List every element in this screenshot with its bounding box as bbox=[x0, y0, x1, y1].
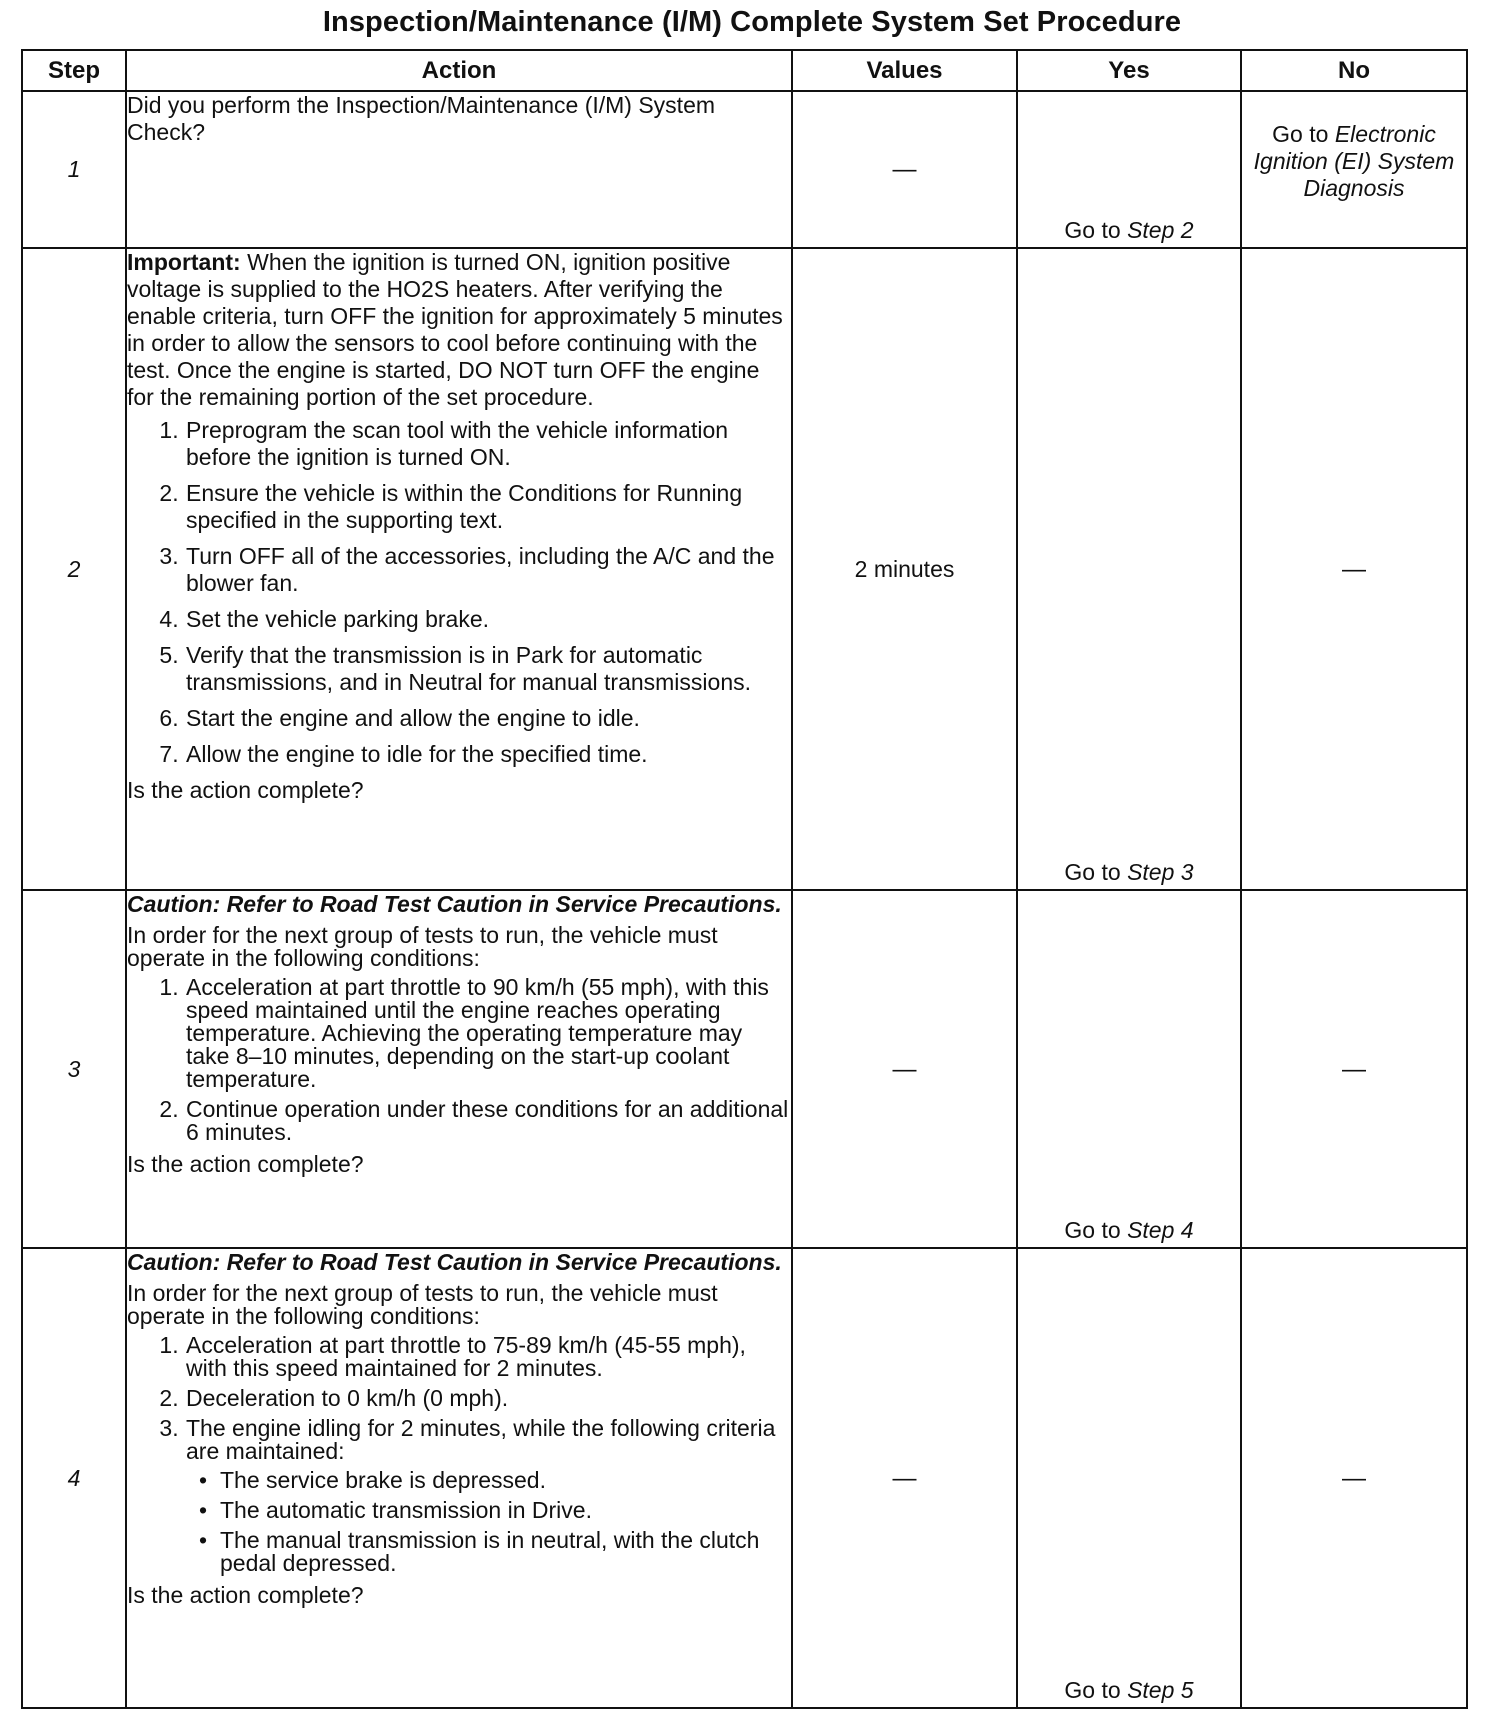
value-text: — bbox=[892, 1464, 917, 1492]
value-text: — bbox=[1342, 555, 1366, 583]
goto-prefix: Go to bbox=[1064, 217, 1121, 243]
list-item: 2. Ensure the vehicle is within the Conditions for Running specified in the supporting text. bbox=[185, 480, 791, 534]
action-question: Is the action complete? bbox=[127, 1151, 364, 1177]
action-cell bbox=[126, 890, 792, 1248]
no-cell bbox=[1241, 1248, 1467, 1708]
values-cell bbox=[792, 248, 1017, 890]
column-header-no: No bbox=[1241, 50, 1467, 91]
yes-goto[interactable] bbox=[1018, 1677, 1240, 1707]
list-item: 5. Verify that the transmission is in Park for automatic transmissions, and in Neutral for manual transmissions. bbox=[185, 642, 791, 696]
yes-goto[interactable] bbox=[1018, 217, 1240, 247]
list-item: 1. Preprogram the scan tool with the vehicle information before the ignition is turned ON. bbox=[185, 417, 791, 471]
goto-prefix: Go to bbox=[1064, 1217, 1121, 1243]
list-item bbox=[185, 1417, 791, 1575]
no-goto[interactable] bbox=[1242, 115, 1466, 224]
goto-prefix: Go to bbox=[1272, 121, 1329, 147]
no-cell bbox=[1241, 890, 1467, 1248]
action-steps-list bbox=[127, 417, 791, 768]
step-link[interactable]: Step 4 bbox=[1127, 1217, 1194, 1243]
criteria-bullet-list bbox=[186, 1469, 791, 1575]
page-title: Inspection/Maintenance (I/M) Complete System Set Procedure bbox=[322, 6, 1182, 38]
action-intro: In order for the next group of tests to run, the vehicle must operate in the following conditions: bbox=[127, 1280, 718, 1329]
bullet-item: • The manual transmission is in neutral, with the clutch pedal depressed. bbox=[219, 1529, 791, 1575]
step-number: 4 bbox=[22, 1248, 126, 1708]
step-link[interactable]: Step 5 bbox=[1127, 1677, 1194, 1703]
column-header-values: Values bbox=[792, 50, 1017, 91]
action-steps-list bbox=[127, 1334, 791, 1575]
values-cell bbox=[792, 890, 1017, 1248]
yes-goto[interactable] bbox=[1018, 859, 1240, 889]
yes-cell bbox=[1017, 890, 1241, 1248]
bullet-item: • The service brake is depressed. bbox=[219, 1469, 791, 1492]
table-row bbox=[22, 248, 1467, 890]
list-item: 1. Acceleration at part throttle to 90 km/h (55 mph), with this speed maintained until the engine reaches operating temperature. Achieving the operating temperature may take 8–10 minutes, depending on the start-up coolant temperature. bbox=[185, 976, 791, 1091]
list-item-text: The engine idling for 2 minutes, while the following criteria are maintained: bbox=[186, 1415, 776, 1464]
action-intro: In order for the next group of tests to run, the vehicle must operate in the following conditions: bbox=[127, 922, 718, 971]
value-text: — bbox=[892, 1055, 917, 1083]
yes-cell bbox=[1017, 248, 1241, 890]
action-text: Did you perform the Inspection/Maintenance (I/M) System Check? bbox=[127, 92, 716, 145]
column-header-step: Step bbox=[22, 50, 126, 91]
table-row bbox=[22, 91, 1467, 248]
header-row bbox=[22, 50, 1467, 91]
caution-note: Caution: Refer to Road Test Caution in Service Precautions. bbox=[127, 1249, 782, 1275]
action-cell bbox=[126, 91, 792, 248]
caution-note: Caution: Refer to Road Test Caution in Service Precautions. bbox=[127, 891, 782, 917]
goto-prefix: Go to bbox=[1064, 859, 1121, 885]
yes-cell bbox=[1017, 1248, 1241, 1708]
action-steps-list bbox=[127, 976, 791, 1144]
action-question: Is the action complete? bbox=[127, 777, 364, 803]
list-item: 2. Continue operation under these conditions for an additional 6 minutes. bbox=[185, 1098, 791, 1144]
list-item: 6. Start the engine and allow the engine to idle. bbox=[185, 705, 791, 732]
list-item: 1. Acceleration at part throttle to 75-89 km/h (45-55 mph), with this speed maintained for 2 minutes. bbox=[185, 1334, 791, 1380]
value-text: — bbox=[1342, 1464, 1366, 1492]
step-link[interactable]: Step 3 bbox=[1127, 859, 1194, 885]
no-cell bbox=[1241, 91, 1467, 248]
value-text: — bbox=[1342, 1055, 1366, 1083]
values-cell bbox=[792, 1248, 1017, 1708]
step-number: 1 bbox=[22, 91, 126, 248]
action-cell bbox=[126, 1248, 792, 1708]
diagnosis-link[interactable]: Electronic Ignition (EI) System Diagnosis bbox=[1253, 121, 1455, 201]
column-header-action: Action bbox=[126, 50, 792, 91]
step-number: 3 bbox=[22, 890, 126, 1248]
step-number: 2 bbox=[22, 248, 126, 890]
bullet-item: • The automatic transmission in Drive. bbox=[219, 1499, 791, 1522]
important-note bbox=[127, 249, 791, 411]
table-row bbox=[22, 1248, 1467, 1708]
no-cell bbox=[1241, 248, 1467, 890]
action-cell bbox=[126, 248, 792, 890]
list-item: 4. Set the vehicle parking brake. bbox=[185, 606, 791, 633]
step-link[interactable]: Step 2 bbox=[1127, 217, 1194, 243]
list-item: 3. Turn OFF all of the accessories, including the A/C and the blower fan. bbox=[185, 543, 791, 597]
goto-prefix: Go to bbox=[1064, 1677, 1121, 1703]
list-item: 2. Deceleration to 0 km/h (0 mph). bbox=[185, 1387, 791, 1410]
table-row bbox=[22, 890, 1467, 1248]
values-cell bbox=[792, 91, 1017, 248]
column-header-yes: Yes bbox=[1017, 50, 1241, 91]
value-text: 2 minutes bbox=[854, 555, 955, 582]
important-label: Important: bbox=[127, 249, 241, 275]
important-text: When the ignition is turned ON, ignition positive voltage is supplied to the HO2S heaters. After verifying the enable criteria, turn OFF the ignition for approximately 5 minutes in order to allow the sensors to cool before continuing with the test. Once the engine is started, DO NOT turn OFF the engine for the remaining portion of the set procedure. bbox=[127, 249, 783, 410]
procedure-table bbox=[21, 49, 1468, 1709]
value-text: — bbox=[892, 156, 917, 183]
action-question: Is the action complete? bbox=[127, 1582, 364, 1608]
yes-goto[interactable] bbox=[1018, 1217, 1240, 1247]
list-item: 7. Allow the engine to idle for the specified time. bbox=[185, 741, 791, 768]
yes-cell bbox=[1017, 91, 1241, 248]
